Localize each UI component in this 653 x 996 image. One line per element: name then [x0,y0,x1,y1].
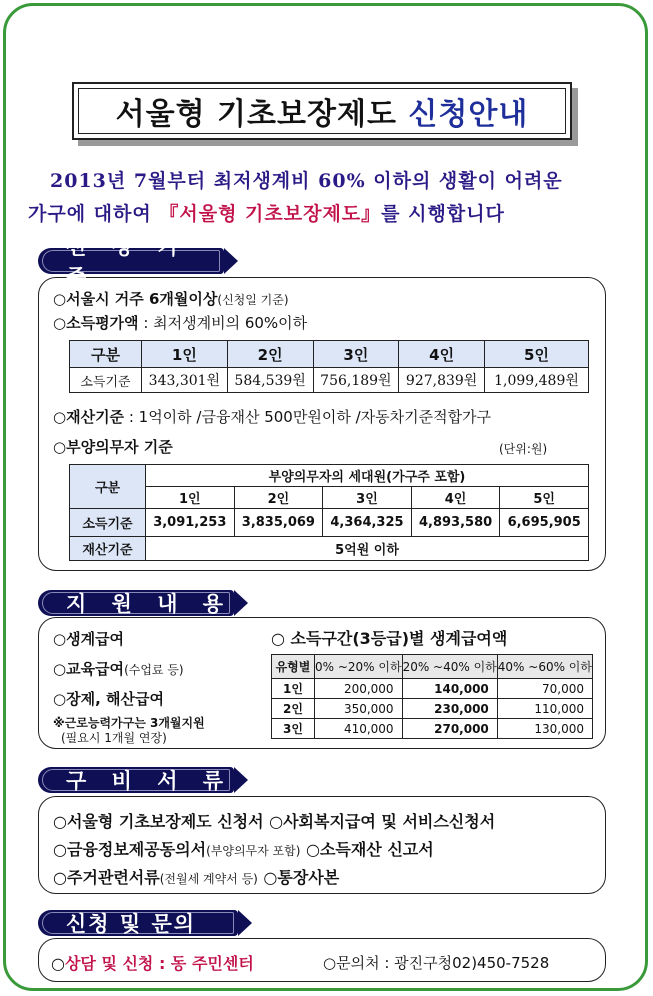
section-tab-support-label: 지 원 내 용 [66,592,233,616]
header-cell: 5인 [500,487,589,509]
table-row [272,719,593,739]
table-row [272,679,593,699]
table-cell: 1,099,489원 [485,368,589,393]
living-table-title: ○ 소득구간(3등급)별 생계급여액 [271,629,508,648]
panel-support [38,617,606,749]
header-cell: 구분 [70,341,142,368]
panel-criteria [38,277,606,571]
title-highlight: 신청안내 [408,97,529,132]
inquiry-contact: ○문의처 : 광진구청02)450-7528 [323,954,550,972]
header-cell: 3인 [313,341,399,368]
table-cell: 756,189원 [313,368,399,393]
table-cell: 350,000 [314,699,402,719]
section-tab-documents-label: 구 비 서 류 [66,769,233,793]
table-header-row [70,465,589,487]
support-living: ○생계급여 [53,630,125,648]
table-header-row [272,655,593,679]
row-label: 3인 [272,719,315,739]
title-main: 서울형 기초보장제도 [115,97,397,132]
section-tab-criteria [38,235,224,289]
section-tab-inquiry [38,910,238,936]
header-cell: 4인 [411,487,500,509]
row-label: 2인 [272,699,315,719]
residence-note: (신청일 기준) [217,293,289,307]
row-label: 1인 [272,679,315,699]
intro-line-2 [28,198,628,231]
table-row [70,368,589,393]
support-label: ○부양의무자 기준 [53,438,173,456]
table-cell: 4,364,325 [323,509,412,537]
doc-housing-note: (전월세 계약서 등) [159,872,258,886]
doc-housing: ○주거관련서류 [53,868,160,887]
support-education [53,658,184,679]
header-cell: 2인 [227,341,313,368]
row-label: 소득기준 [70,368,142,393]
income-desc: : 최저생계비의 60%이하 [138,314,308,332]
intro-line-2-prefix: 가구에 대하여 [28,203,160,225]
intro-line-2-suffix: 를 시행합니다 [381,203,505,225]
header-cell: 4인 [399,341,485,368]
header-cell: 1인 [146,487,235,509]
support-criteria-table [69,464,589,561]
table-cell: 130,000 [497,719,592,739]
doc-bankbook: ○통장사본 [257,868,340,887]
table-cell: 343,301원 [142,368,228,393]
table-cell: 4,893,580 [411,509,500,537]
documents-line-3 [53,865,339,888]
income-criteria-table [69,340,589,393]
support-note-2: (필요시 1개월 연장) [61,731,167,745]
section-tab-documents [38,767,234,793]
table-header-row [70,341,589,368]
header-cell: 1인 [142,341,228,368]
table-cell: 110,000 [497,699,592,719]
table-cell: 3,091,253 [146,509,235,537]
doc-finance-consent: ○금융정보제공동의서 [53,840,207,859]
table-cell: 5억원 이하 [146,537,589,561]
table-cell: 3,835,069 [234,509,323,537]
row-label: 재산기준 [70,537,146,561]
table-cell: 140,000 [402,679,497,699]
title-box [72,82,572,140]
header-cell: 0% ~20% 이하 [314,655,402,679]
page-title [116,89,529,133]
header-cell: 2인 [234,487,323,509]
living-benefit-table [271,654,593,739]
apply-bullet: ○ [51,954,65,973]
table-cell: 6,695,905 [500,509,589,537]
table-cell: 230,000 [402,699,497,719]
header-cell: 20% ~40% 이하 [402,655,497,679]
inquiry-apply [51,951,254,974]
table-row [272,699,593,719]
section-tab-support [38,590,234,616]
table-row [70,537,589,561]
documents-line-2 [53,837,434,860]
panel-inquiry [38,938,606,982]
asset-desc: : 1억이하 /금융재산 500만원이하 /자동차기준적합가구 [124,408,492,426]
header-cell: 구분 [70,465,146,509]
header-group-cell: 부양의무자의 세대원(가구주 포함) [146,465,589,487]
documents-line-1: ○서울형 기초보장제도 신청서 ○사회복지급여 및 서비스신청서 [53,812,496,831]
doc-finance-note: (부양의무자 포함) [206,844,301,858]
criteria-support [53,436,173,457]
criteria-income [53,312,307,333]
section-tab-criteria-label: 선 정 기 준 [66,235,187,289]
table-cell: 410,000 [314,719,402,739]
row-label: 소득기준 [70,509,146,537]
header-cell: 5인 [485,341,589,368]
table-cell: 70,000 [497,679,592,699]
income-label: ○소득평가액 [53,314,139,332]
apply-location: 상담 및 신청 : 동 주민센터 [64,954,254,973]
intro-program-name: 『서울형 기초보장제도』 [159,203,382,225]
edu-note: (수업료 등) [124,663,184,677]
intro-line-1: 2013년 7월부터 최저생계비 60% 이하의 생활이 어려운 [50,170,563,192]
section-tab-inquiry-label: 신청 및 문의 [66,912,197,936]
table-row [70,509,589,537]
doc-income-report: ○소득재산 신고서 [300,840,434,859]
table-cell: 927,839원 [399,368,485,393]
support-note-1: ※근로능력가구는 3개월지원 [53,716,205,730]
header-cell: 3인 [323,487,412,509]
table-cell: 584,539원 [227,368,313,393]
criteria-asset [53,406,491,427]
edu-label: ○교육급여 [53,660,125,678]
support-funeral: ○장제, 해산급여 [53,690,164,708]
intro-paragraph [28,165,628,231]
support-unit: (단위:원) [499,442,548,456]
asset-label: ○재산기준 [53,408,125,426]
table-header-row [70,487,589,509]
header-cell: 40% ~60% 이하 [497,655,592,679]
header-cell: 유형별 [272,655,315,679]
table-cell: 200,000 [314,679,402,699]
panel-documents [38,796,606,894]
residence-text: ○서울시 거주 6개월이상 [53,290,218,308]
criteria-residence [53,288,289,309]
table-cell: 270,000 [402,719,497,739]
